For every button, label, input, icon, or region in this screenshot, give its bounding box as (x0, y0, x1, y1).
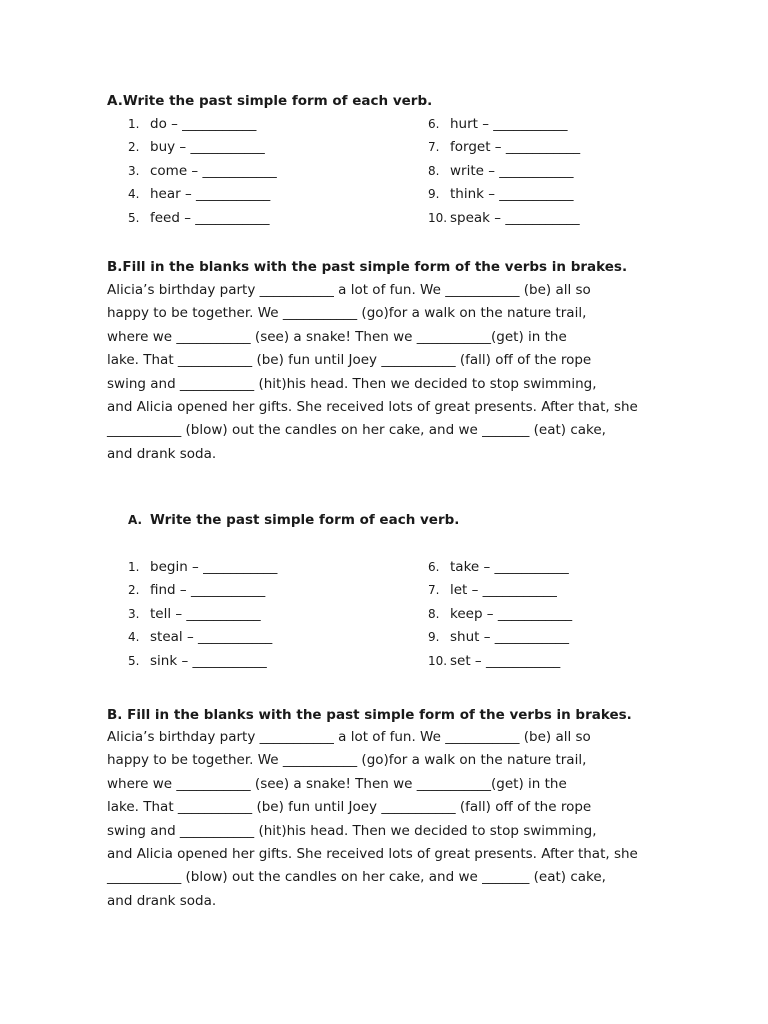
item-text: set – ___________ (450, 652, 561, 669)
item-number: 1. (128, 117, 140, 131)
item-number: 3. (128, 163, 140, 178)
item-number: 9. (428, 187, 440, 202)
list-item (428, 210, 580, 226)
paragraph-line: Alicia’s birthday party ___________ a lot of fun. We ___________ (be) all so (107, 729, 591, 745)
list-item (128, 139, 265, 155)
item-text: shut – ___________ (450, 629, 570, 646)
paragraph-line: and drank soda. (107, 892, 217, 909)
item-text: buy – ___________ (150, 139, 265, 156)
item-text: write – ___________ (450, 162, 574, 179)
part1-section-a-title: A.Write the past simple form of each verb. (107, 93, 433, 109)
paragraph-line: ___________ (blow) out the candles on her cake, and we _______ (eat) cake, (107, 869, 606, 886)
item-text: keep – ___________ (450, 605, 573, 622)
list-item (428, 186, 574, 202)
list-item (128, 559, 277, 575)
item-number: 6. (428, 560, 440, 574)
paragraph-line: and drank soda. (107, 445, 217, 462)
item-text: speak – ___________ (450, 209, 580, 226)
section-letter: A. (128, 513, 143, 527)
item-number: 10. (428, 653, 448, 668)
paragraph-line: and Alicia opened her gifts. She received lots of great presents. After that, she (107, 399, 638, 416)
paragraph-line: ___________ (blow) out the candles on her cake, and we _______ (eat) cake, (107, 422, 606, 439)
part1-fill-in-paragraph (107, 279, 667, 466)
list-item (128, 606, 261, 622)
item-number: 9. (428, 630, 440, 645)
item-text: sink – ___________ (150, 652, 267, 669)
item-text: tell – ___________ (150, 605, 261, 622)
item-number: 5. (128, 653, 140, 668)
part1-section-b-title: B.Fill in the blanks with the past simple form of the verbs in brakes. (107, 259, 628, 275)
item-number: 10. (428, 210, 448, 225)
list-item (128, 116, 256, 132)
paragraph-line: where we ___________ (see) a snake! Then we ___________(get) in the (107, 328, 567, 345)
list-item (428, 582, 557, 598)
item-number: 7. (428, 140, 440, 155)
part2-fill-in-paragraph (107, 726, 667, 913)
list-item (128, 210, 270, 226)
part2-section-a-title (128, 512, 459, 528)
list-item (428, 163, 574, 179)
item-text: begin – ___________ (150, 559, 278, 575)
item-number: 4. (128, 187, 140, 202)
paragraph-line: happy to be together. We ___________ (go)for a walk on the nature trail, (107, 305, 587, 322)
paragraph-line: swing and ___________ (hit)his head. Then we decided to stop swimming, (107, 822, 597, 839)
paragraph-line: where we ___________ (see) a snake! Then we ___________(get) in the (107, 775, 567, 792)
item-number: 4. (128, 630, 140, 645)
list-item (128, 163, 277, 179)
item-text: hear – ___________ (150, 186, 271, 203)
item-text: forget – ___________ (450, 139, 581, 156)
item-number: 8. (428, 163, 440, 178)
list-item (128, 653, 267, 669)
item-number: 1. (128, 560, 140, 574)
section-title-text: Write the past simple form of each verb. (150, 512, 460, 528)
paragraph-line: lake. That ___________ (be) fun until Joey ___________ (fall) off of the rope (107, 799, 592, 816)
item-number: 2. (128, 140, 140, 155)
list-item (128, 629, 272, 645)
item-number: 7. (428, 583, 440, 598)
list-item (428, 116, 568, 132)
item-text: do – ___________ (150, 116, 257, 132)
item-text: come – ___________ (150, 162, 277, 179)
list-item (128, 186, 270, 202)
item-number: 8. (428, 606, 440, 621)
item-text: find – ___________ (150, 582, 266, 599)
item-number: 3. (128, 606, 140, 621)
paragraph-line: lake. That ___________ (be) fun until Joey ___________ (fall) off of the rope (107, 352, 592, 369)
list-item (428, 139, 580, 155)
item-text: let – ___________ (450, 582, 557, 599)
paragraph-line: Alicia’s birthday party ___________ a lot of fun. We ___________ (be) all so (107, 282, 591, 298)
item-text: think – ___________ (450, 186, 574, 203)
item-text: take – ___________ (450, 559, 569, 575)
list-item (428, 653, 560, 669)
item-number: 6. (428, 117, 440, 131)
list-item (128, 582, 265, 598)
paragraph-line: happy to be together. We ___________ (go)for a walk on the nature trail, (107, 752, 587, 769)
list-item (428, 606, 572, 622)
list-item (428, 629, 569, 645)
part2-section-b-title: B. Fill in the blanks with the past simple form of the verbs in brakes. (107, 707, 632, 723)
paragraph-line: swing and ___________ (hit)his head. Then we decided to stop swimming, (107, 375, 597, 392)
list-item (428, 559, 569, 575)
item-number: 2. (128, 583, 140, 598)
item-text: hurt – ___________ (450, 116, 568, 132)
item-number: 5. (128, 210, 140, 225)
paragraph-line: and Alicia opened her gifts. She received lots of great presents. After that, she (107, 846, 638, 863)
item-text: steal – ___________ (150, 629, 273, 646)
item-text: feed – ___________ (150, 209, 270, 226)
